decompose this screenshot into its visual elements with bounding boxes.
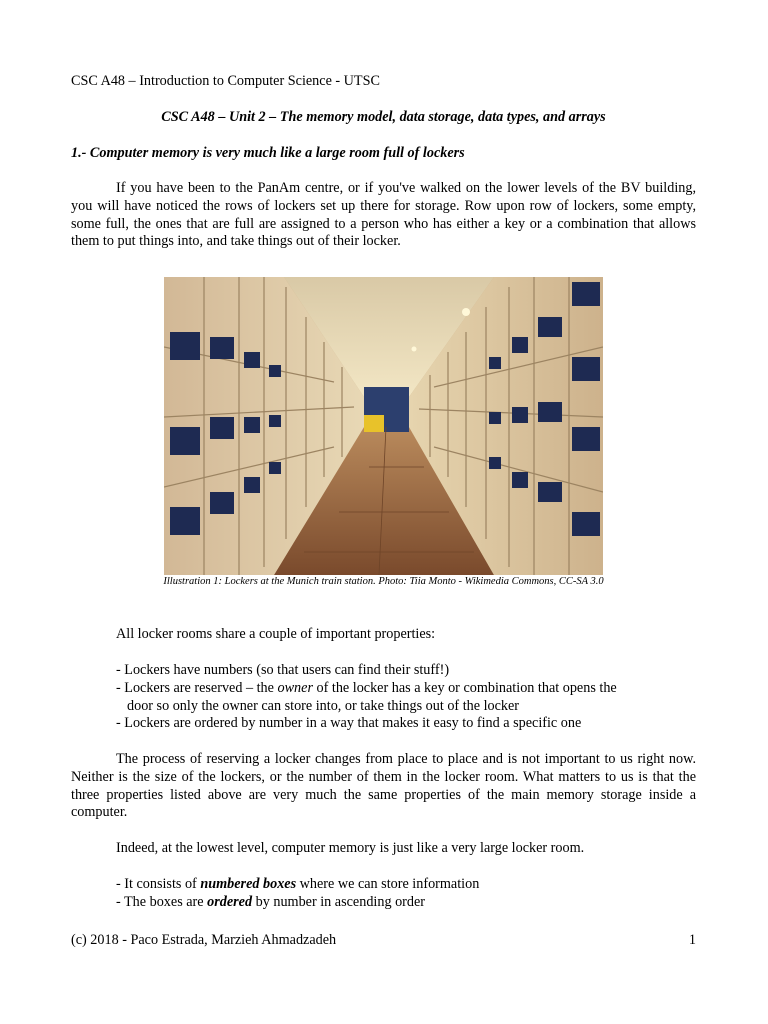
section-title: 1.- Computer memory is very much like a large room full of lockers bbox=[71, 145, 465, 161]
intro-paragraph: If you have been to the PanAm centre, or if you've walked on the lower levels of the BV building, you will have noticed the rows of lockers set up there for storage. Row upon row of lockers, some empty, some full, the ones that are full are assigned to a person who has either a key or a combination that allows them to put things into, and take things out of their locker. bbox=[71, 180, 696, 250]
list-item-text: of the locker has a key or combination that opens the bbox=[312, 680, 617, 696]
list-item-text: - Lockers are reserved – the bbox=[116, 680, 278, 696]
list-item-continuation: door so only the owner can store into, or take things out of the locker bbox=[127, 698, 520, 714]
list-item bbox=[116, 894, 425, 912]
page-number: 1 bbox=[688, 932, 696, 948]
list-item-text: by number in ascending order bbox=[252, 894, 426, 910]
list-item bbox=[116, 876, 479, 894]
list-item: - Lockers are ordered by number in a way that makes it easy to find a specific one bbox=[116, 715, 582, 731]
body-paragraph: The process of reserving a locker changes from place to place and is not important to us right now. Neither is the size of the lockers, or the number of them in the locker room. What matters to us is that the three properties listed above are very much the same properties of the main memory storage inside a computer. bbox=[71, 751, 696, 821]
footer-copyright: (c) 2018 - Paco Estrada, Marzieh Ahmadzadeh bbox=[71, 932, 337, 948]
list-item bbox=[116, 680, 617, 698]
list-item: - Lockers have numbers (so that users can find their stuff!) bbox=[116, 662, 450, 678]
list-item-text: where we can store information bbox=[296, 876, 480, 892]
unit-title: CSC A48 – Unit 2 – The memory model, data storage, data types, and arrays bbox=[161, 109, 606, 125]
document-header: CSC A48 – Introduction to Computer Science - UTSC bbox=[71, 73, 380, 89]
properties-intro: All locker rooms share a couple of important properties: bbox=[116, 626, 436, 642]
emphasis-ordered: ordered bbox=[207, 894, 253, 910]
emphasis-numbered-boxes: numbered boxes bbox=[200, 876, 297, 892]
emphasis-owner: owner bbox=[277, 680, 313, 696]
lockers-photo bbox=[164, 277, 603, 575]
list-item-text: - The boxes are bbox=[116, 894, 208, 910]
figure-caption: Illustration 1: Lockers at the Munich train station. Photo: Tiia Monto - Wikimedia Commons, CC-SA 3.0 bbox=[163, 576, 604, 587]
list-item-text: - It consists of bbox=[116, 876, 201, 892]
body-paragraph: Indeed, at the lowest level, computer memory is just like a very large locker room. bbox=[116, 840, 585, 856]
